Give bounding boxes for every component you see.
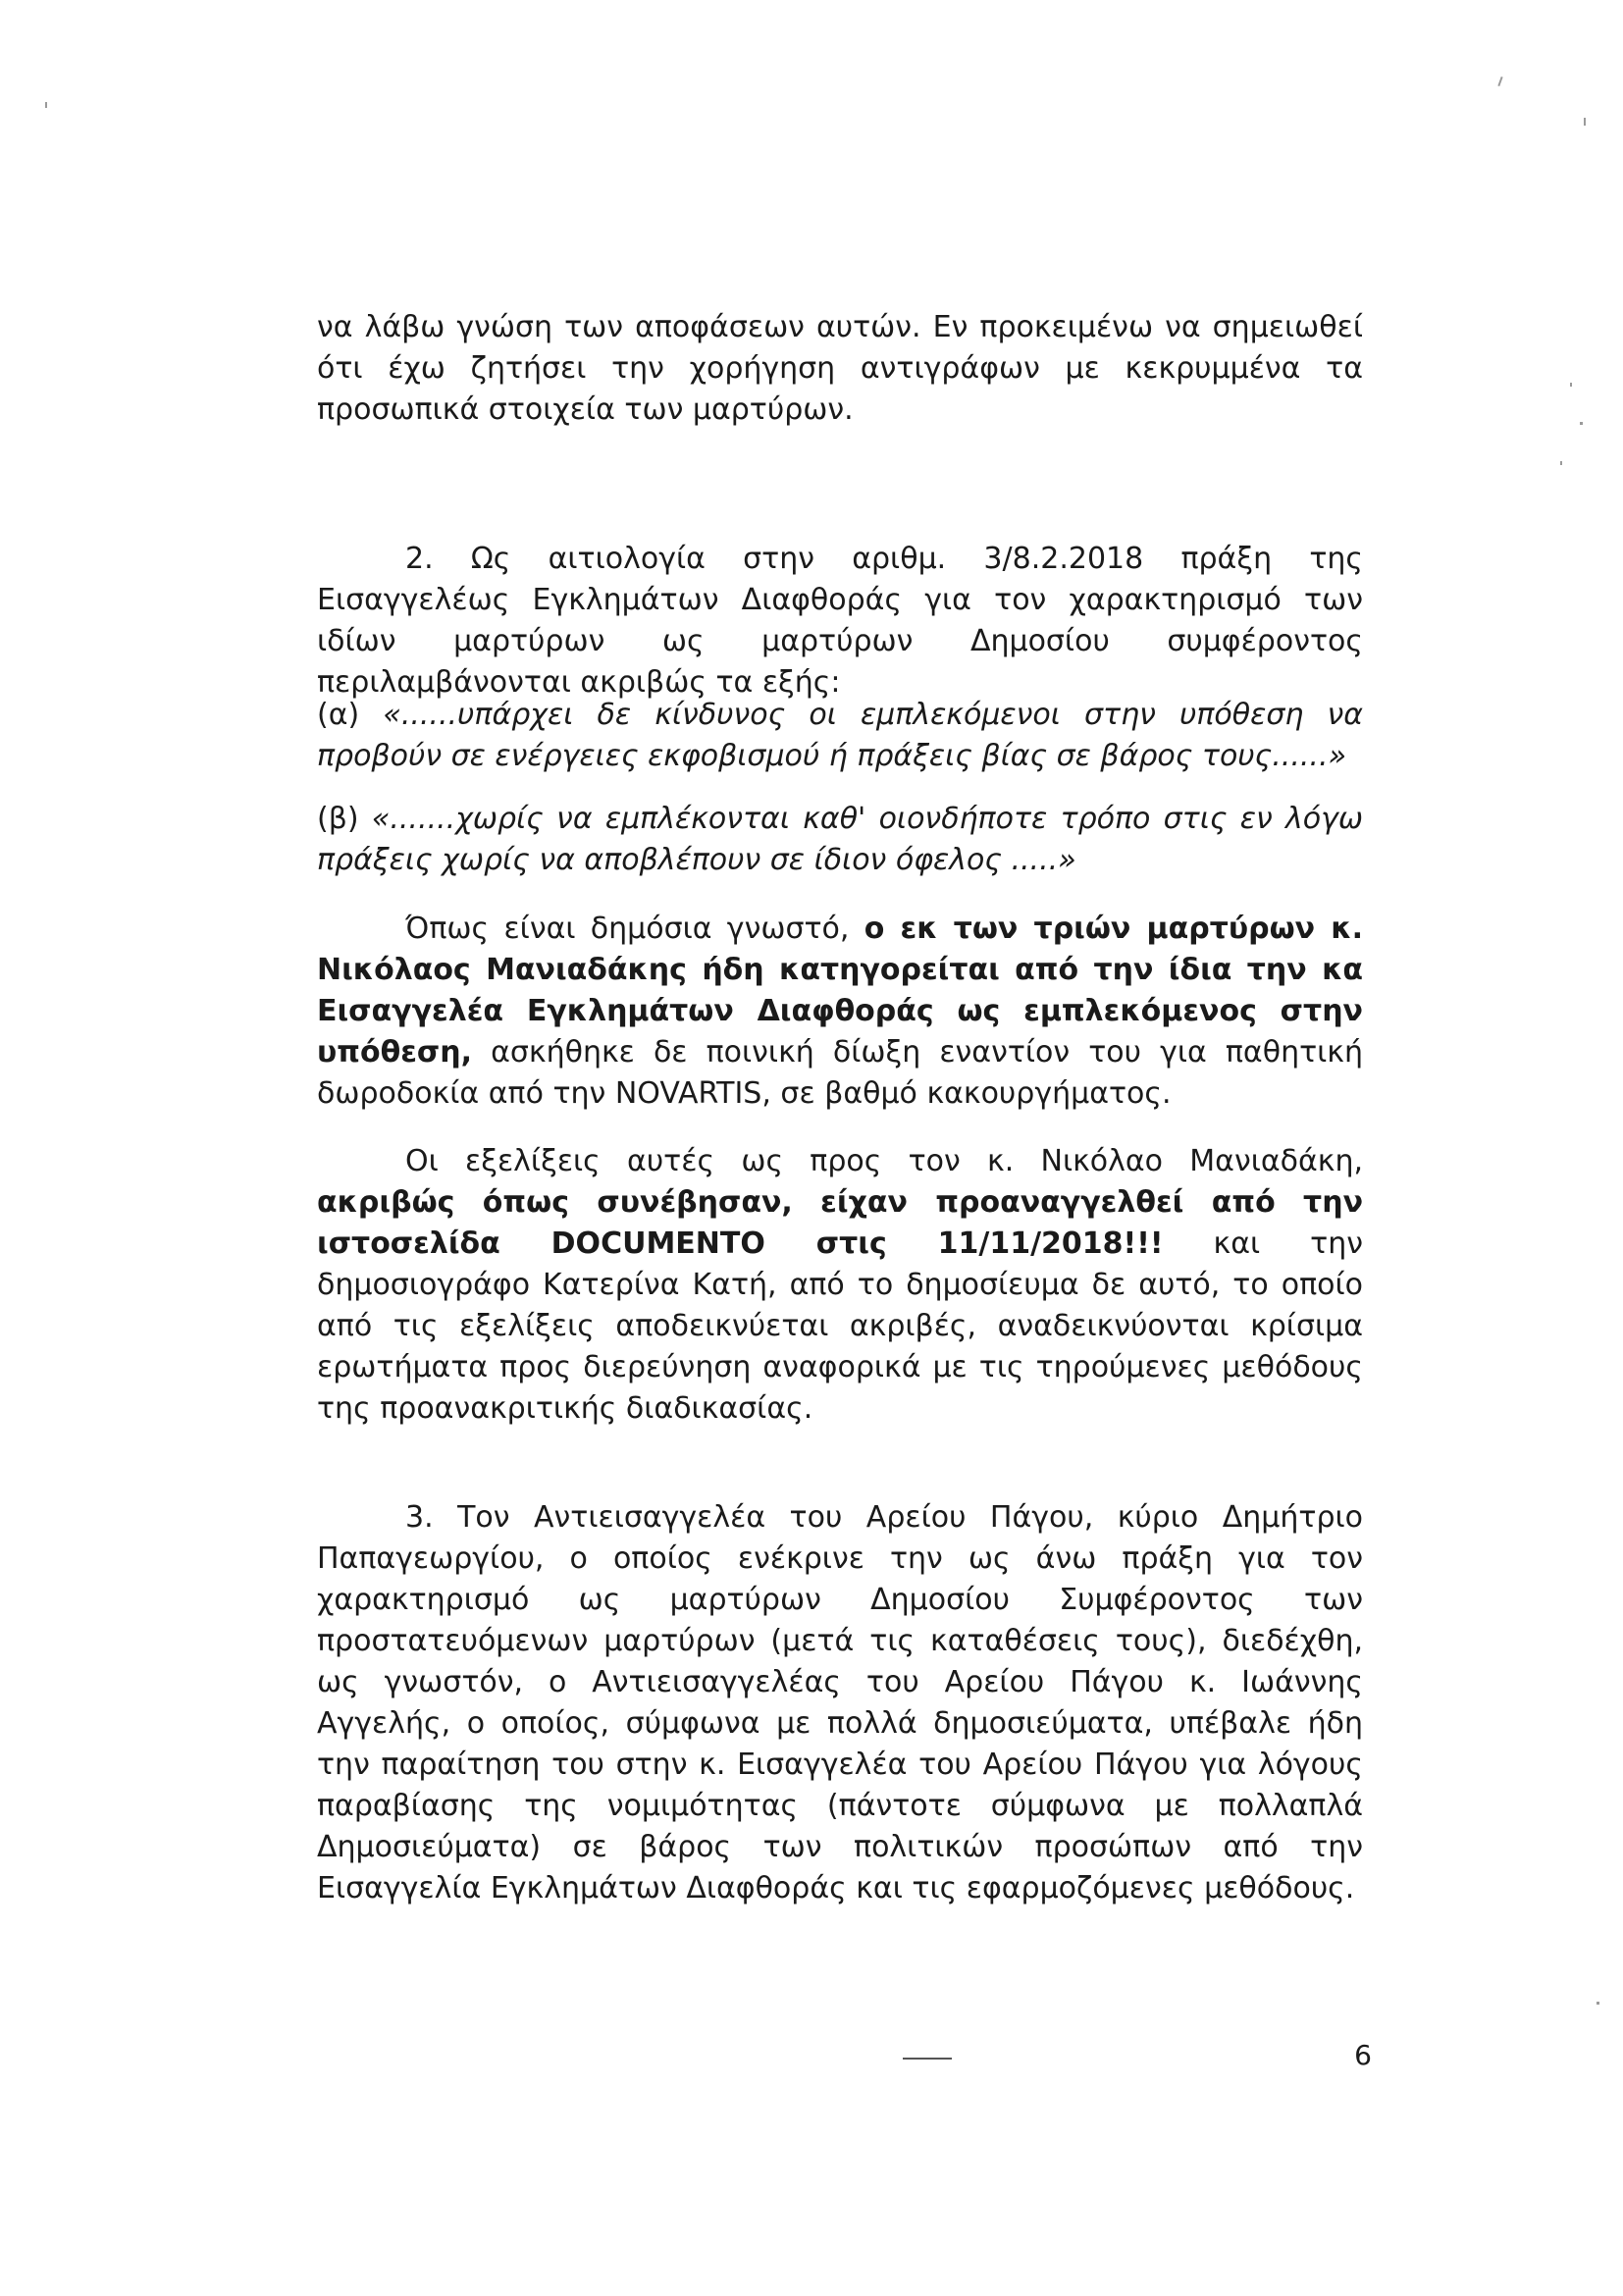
paragraph-4 <box>317 1141 1363 1430</box>
bold-emphasis: ακριβώς όπως συνέβησαν, είχαν προαναγγελθεί από την ιστοσελίδα DOCUMENTO στις 11/11/2018!!! <box>317 1185 1363 1261</box>
scan-speck <box>1497 77 1502 86</box>
scan-speck <box>1570 383 1572 387</box>
paragraph-3 <box>317 909 1363 1115</box>
scan-speck <box>45 102 47 108</box>
scan-rule <box>903 2058 952 2060</box>
paragraph-text: 2. Ως αιτιολογία στην αριθμ. 3/8.2.2018 πράξη της Εισαγγελέως Εγκλημάτων Διαφθοράς για τον χαρακτηρισμό των ιδίων μαρτύρων ως μαρτύρων Δημοσίου συμφέροντος περιλαμβάνονται ακριβώς τα εξής: <box>317 542 1363 700</box>
paragraph-text: Όπως είναι δημόσια γνωστό, <box>405 912 864 946</box>
paragraph-2 <box>317 539 1363 704</box>
scan-speck <box>1584 118 1586 126</box>
page-number: 6 <box>1354 2039 1372 2071</box>
quote-b <box>317 799 1363 881</box>
paragraph-5 <box>317 1497 1363 1909</box>
paragraph-text: ασκήθηκε δε ποινική δίωξη εναντίον του για παθητική δωροδοκία από την NOVARTIS, σε βαθμό κακουργήματος. <box>317 1035 1363 1111</box>
quote-label: (β) <box>317 802 359 836</box>
quote-text: «.......χωρίς να εμπλέκονται καθ' οιονδήποτε τρόπο στις εν λόγω πράξεις χωρίς να αποβλέπουν σε ίδιον όφελος .....» <box>317 802 1363 877</box>
paragraph-text: 3. Τον Αντιεισαγγελέα του Αρείου Πάγου, κύριο Δημήτριο Παπαγεωργίου, ο οποίος ενέκρινε την ως άνω πράξη για τον χαρακτηρισμό ως μαρτύρων Δημοσίου Συμφέροντος των προστατευόμενων μαρτύρων (μετά τις καταθέσεις τους), διεδέχθη, ως γνωστόν, ο Αντιεισαγγελέας του Αρείου Πάγου κ. Ιωάννης Αγγελής, ο οποίος, σύμφωνα με πολλά δημοσιεύματα, υπέβαλε ήδη την παραίτηση του στην κ. Εισαγγελέα του Αρείου Πάγου για λόγους παραβίασης της νομιμότητας (πάντοτε σύμφωνα με πολλαπλά Δημοσιεύματα) σε βάρος των πολιτικών προσώπων από την Εισαγγελία Εγκλημάτων Διαφθοράς και τις εφαρμοζόμενες μεθόδους. <box>317 1500 1363 1905</box>
bold-emphasis: ο εκ των τριών μαρτύρων κ. Νικόλαος Μανιαδάκης ήδη κατηγορείται από την ίδια την κα Εισαγγελέα Εγκλημάτων Διαφθοράς ως εμπλεκόμενος στην υπόθεση, <box>317 912 1364 1070</box>
scan-speck <box>1580 422 1583 425</box>
scan-speck <box>1597 2002 1599 2005</box>
paragraph-continuation <box>317 307 1363 431</box>
scan-speck <box>1560 461 1562 465</box>
paragraph-text: να λάβω γνώση των αποφάσεων αυτών. Εν προκειμένω να σημειωθεί ότι έχω ζητήσει την χορήγηση αντιγράφων με κεκρυμμένα τα προσωπικά στοιχεία των μαρτύρων. <box>317 310 1363 427</box>
quote-label: (α) <box>317 698 360 732</box>
quote-a <box>317 695 1363 777</box>
quote-text: «......υπάρχει δε κίνδυνος οι εμπλεκόμενοι στην υπόθεση να προβούν σε ενέργειες εκφοβισμού ή πράξεις βίας σε βάρος τους......» <box>317 698 1363 773</box>
paragraph-text: Οι εξελίξεις αυτές ως προς τον κ. Νικόλαο Μανιαδάκη, <box>405 1144 1363 1178</box>
paragraph-text: και την δημοσιογράφο Κατερίνα Κατή, από το δημοσίευμα δε αυτό, το οποίο από τις εξελίξεις αποδεικνύεται ακριβές, αναδεικνύονται κρίσιμα ερωτήματα προς διερεύνηση αναφορικά με τις τηρούμενες μεθόδους της προανακριτικής διαδικασίας. <box>317 1226 1363 1426</box>
